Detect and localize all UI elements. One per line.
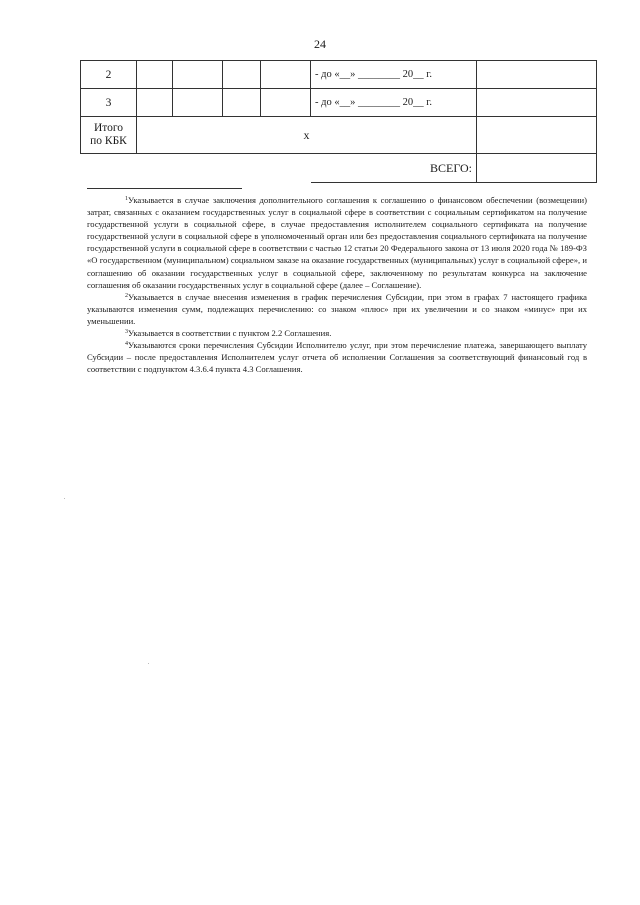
footnote-4 bbox=[87, 339, 587, 375]
table-cell bbox=[137, 89, 173, 117]
table-row bbox=[81, 89, 597, 117]
itogo-label bbox=[81, 117, 137, 154]
x-mark-cell: х bbox=[137, 117, 477, 154]
footnote-text: Указывается в соответствии с пунктом 2.2 Соглашения. bbox=[128, 328, 332, 339]
footnote-text: Указывается в случае заключения дополнительного соглашения к соглашению о финансовом обеспечении (возмещении) затрат, связанных с оказанием государственных услуг в социальной сфере в соответствии с социальным сертификатом на получение государственной услуги в социальной сфере, в случае предоставления исполнителем социального сертификата на получение государственной услуги в социальной сфере в уполномоченный орган или без предоставления социального сертификата на получение государственной услуги в социальной сфере в соответствии с частью 12 статьи 20 Федерального закона от 13 июля 2020 года № 189-ФЗ «О государственном (муниципальном) социальном заказе на оказание государственных (муниципальных) услуг в социальной сфере», и соглашению об оказании государственных услуг в социальной сфере, заключенному по результатам конкурса на заключение соглашения об оказании государственных услуг в социальной сфере (далее – Соглашение). bbox=[87, 195, 587, 290]
footnote-mark: 1 bbox=[125, 196, 128, 202]
footnote-text: Указываются сроки перечисления Субсидии Исполнителю услуг, при этом перечисление платежа, завершающего выплату Субсидии – после предоставления Исполнителем услуг отчета об исполнении Соглашения за соответствующий финансовый год в соответствии с подпунктом 4.3.6.4 пункта 4.3 Соглашения. bbox=[87, 340, 587, 375]
footnote-mark: 3 bbox=[125, 329, 128, 336]
row-number: 2 bbox=[81, 61, 137, 89]
table-cell bbox=[223, 61, 261, 89]
row-number: 3 bbox=[81, 89, 137, 117]
table-cell bbox=[477, 117, 597, 154]
deadline-cell: - до «__» ________ 20__ г. bbox=[311, 89, 477, 117]
total-label: ВСЕГО: bbox=[311, 154, 477, 183]
footnote-2 bbox=[87, 291, 587, 327]
footnote-mark: 4 bbox=[125, 341, 128, 348]
table-cell bbox=[173, 89, 223, 117]
blank-cell bbox=[81, 154, 311, 183]
table-cell bbox=[477, 89, 597, 117]
table-cell bbox=[477, 61, 597, 89]
itogo-label-line1: Итого bbox=[93, 121, 124, 134]
table-row bbox=[81, 61, 597, 89]
table-cell bbox=[223, 89, 261, 117]
scan-speck bbox=[64, 498, 65, 499]
total-value-cell bbox=[477, 154, 597, 183]
deadline-cell: - до «__» ________ 20__ г. bbox=[311, 61, 477, 89]
table-cell bbox=[173, 61, 223, 89]
table-cell bbox=[137, 61, 173, 89]
page-number: 24 bbox=[314, 37, 326, 51]
footnote-mark: 2 bbox=[125, 292, 128, 299]
scan-speck bbox=[148, 663, 149, 664]
table-cell bbox=[261, 61, 311, 89]
footnote-separator bbox=[87, 188, 242, 189]
table-row-total bbox=[81, 154, 597, 183]
footnote-3 bbox=[87, 327, 587, 339]
footnote-1 bbox=[87, 194, 587, 291]
payment-schedule-table bbox=[80, 60, 597, 183]
footnote-text: Указывается в случае внесения изменения в график перечисления Субсидии, при этом в графах 7 настоящего графика указываются изменения сумм, подлежащих перечислению: со знаком «плюс» при их увеличении и со знаком «минус» при их уменьшении. bbox=[87, 291, 587, 326]
footnotes bbox=[87, 194, 587, 375]
table-row-itogo bbox=[81, 117, 597, 154]
itogo-label-line2: по КБК bbox=[90, 135, 127, 147]
table-cell bbox=[261, 89, 311, 117]
